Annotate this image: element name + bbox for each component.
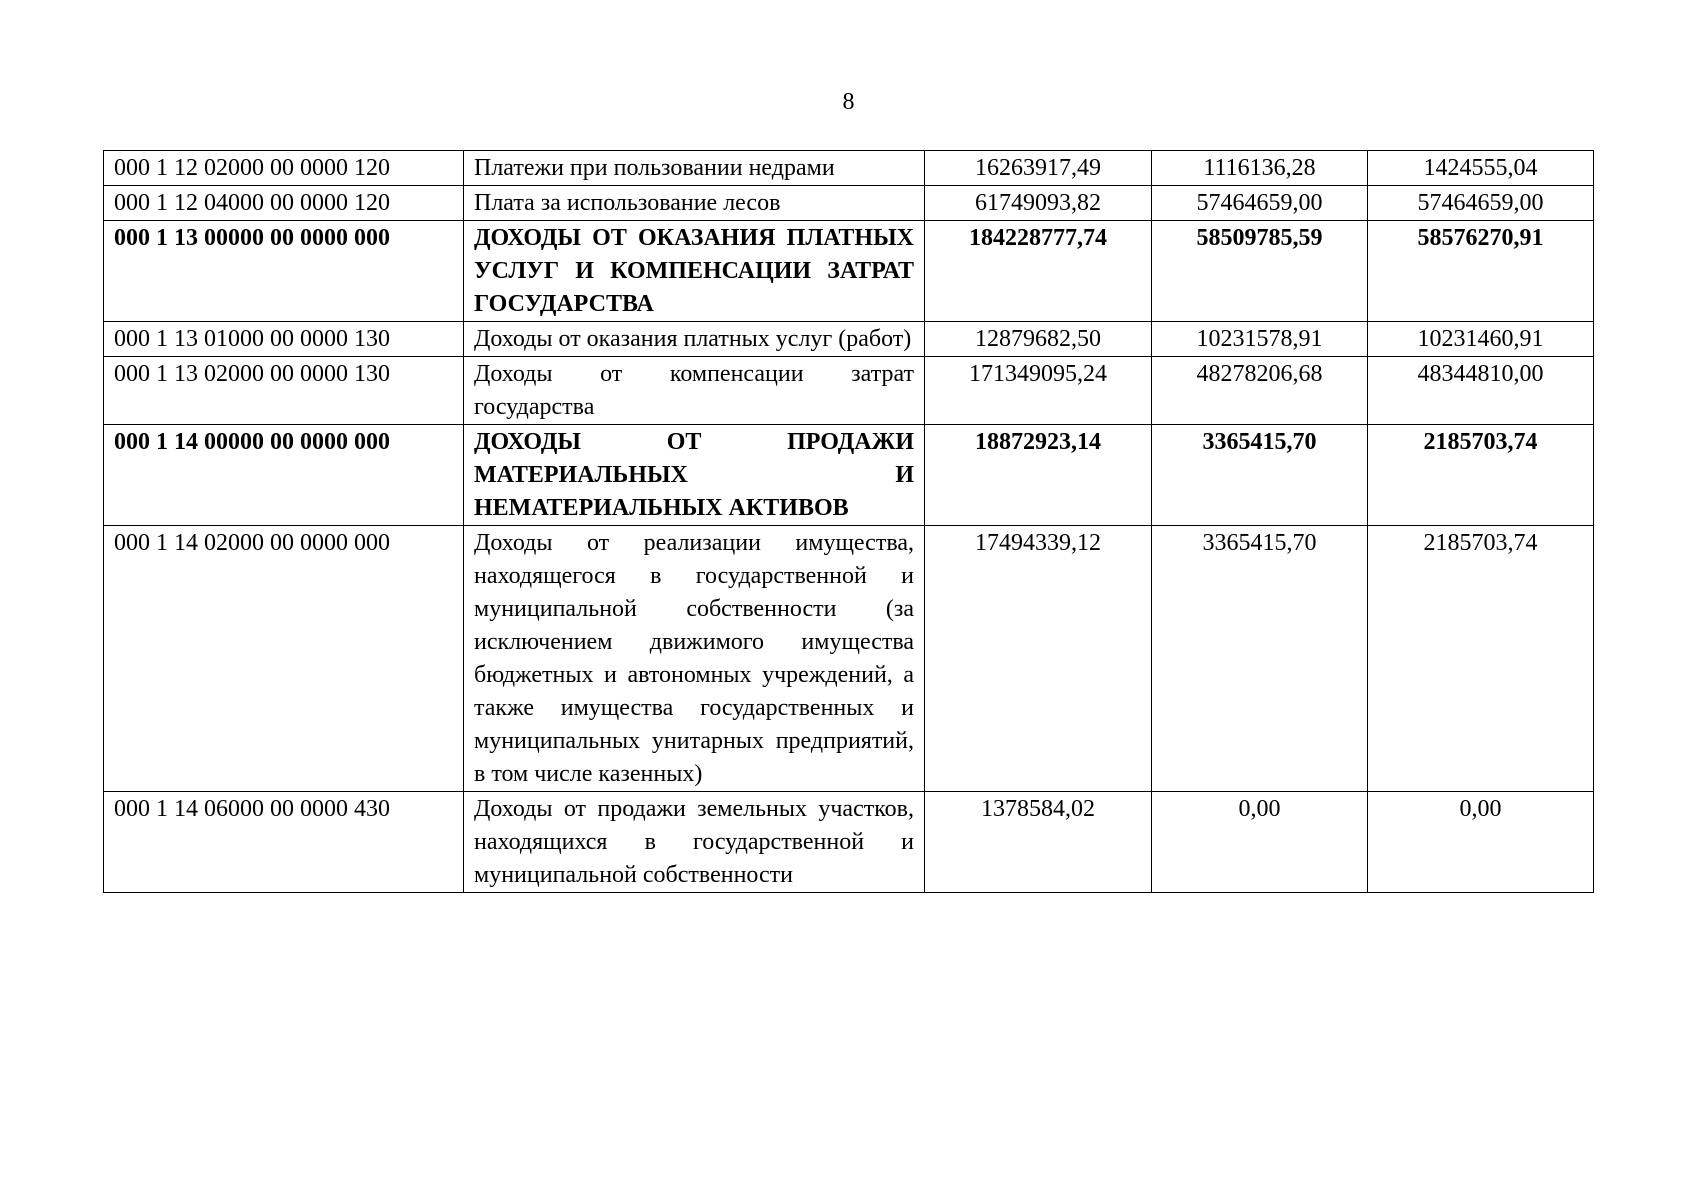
amount-cell-3: 1424555,04 [1368, 151, 1594, 186]
table-row [104, 526, 1594, 792]
amount-cell-1: 171349095,24 [925, 357, 1152, 425]
amount-cell-2: 3365415,70 [1152, 425, 1368, 526]
budget-code-cell: 000 1 14 00000 00 0000 000 [104, 425, 464, 526]
amount-cell-1: 16263917,49 [925, 151, 1152, 186]
amount-cell-1: 1378584,02 [925, 792, 1152, 893]
amount-cell-2: 10231578,91 [1152, 322, 1368, 357]
budget-code-cell: 000 1 13 02000 00 0000 130 [104, 357, 464, 425]
budget-income-table [103, 150, 1594, 893]
amount-cell-2: 48278206,68 [1152, 357, 1368, 425]
table-row-section [104, 425, 1594, 526]
income-name-cell: Доходы от продажи земельных участков, находящихся в государственной и муниципальной собственности [464, 792, 925, 893]
amount-cell-2: 1116136,28 [1152, 151, 1368, 186]
amount-cell-3: 57464659,00 [1368, 186, 1594, 221]
income-name-cell: Платежи при пользовании недрами [464, 151, 925, 186]
amount-cell-3: 0,00 [1368, 792, 1594, 893]
amount-cell-1: 17494339,12 [925, 526, 1152, 792]
page-number: 8 [842, 89, 855, 115]
amount-cell-2: 0,00 [1152, 792, 1368, 893]
budget-code-cell: 000 1 14 06000 00 0000 430 [104, 792, 464, 893]
amount-cell-1: 12879682,50 [925, 322, 1152, 357]
amount-cell-2: 58509785,59 [1152, 221, 1368, 322]
amount-cell-3: 10231460,91 [1368, 322, 1594, 357]
table-row [104, 357, 1594, 425]
budget-code-cell: 000 1 12 04000 00 0000 120 [104, 186, 464, 221]
income-name-cell: Доходы от оказания платных услуг (работ) [464, 322, 925, 357]
amount-cell-1: 18872923,14 [925, 425, 1152, 526]
income-name-cell: ДОХОДЫ ОТ ПРОДАЖИ МАТЕРИАЛЬНЫХ И НЕМАТЕРИАЛЬНЫХ АКТИВОВ [464, 425, 925, 526]
income-name-cell: Доходы от компенсации затрат государства [464, 357, 925, 425]
amount-cell-3: 58576270,91 [1368, 221, 1594, 322]
amount-cell-3: 48344810,00 [1368, 357, 1594, 425]
table-row [104, 792, 1594, 893]
amount-cell-2: 3365415,70 [1152, 526, 1368, 792]
income-name-cell: Плата за использование лесов [464, 186, 925, 221]
amount-cell-3: 2185703,74 [1368, 526, 1594, 792]
budget-code-cell: 000 1 12 02000 00 0000 120 [104, 151, 464, 186]
table-row [104, 322, 1594, 357]
amount-cell-1: 184228777,74 [925, 221, 1152, 322]
budget-code-cell: 000 1 14 02000 00 0000 000 [104, 526, 464, 792]
income-name-cell: ДОХОДЫ ОТ ОКАЗАНИЯ ПЛАТНЫХ УСЛУГ И КОМПЕНСАЦИИ ЗАТРАТ ГОСУДАРСТВА [464, 221, 925, 322]
amount-cell-1: 61749093,82 [925, 186, 1152, 221]
table-row [104, 151, 1594, 186]
amount-cell-2: 57464659,00 [1152, 186, 1368, 221]
budget-code-cell: 000 1 13 01000 00 0000 130 [104, 322, 464, 357]
income-name-cell: Доходы от реализации имущества, находящегося в государственной и муниципальной собственности (за исключением движимого имущества бюджетных и автономных учреждений, а также имущества государственных и муниципальных унитарных предприятий, в том числе казенных) [464, 526, 925, 792]
table-row [104, 186, 1594, 221]
table-row-section [104, 221, 1594, 322]
amount-cell-3: 2185703,74 [1368, 425, 1594, 526]
budget-code-cell: 000 1 13 00000 00 0000 000 [104, 221, 464, 322]
